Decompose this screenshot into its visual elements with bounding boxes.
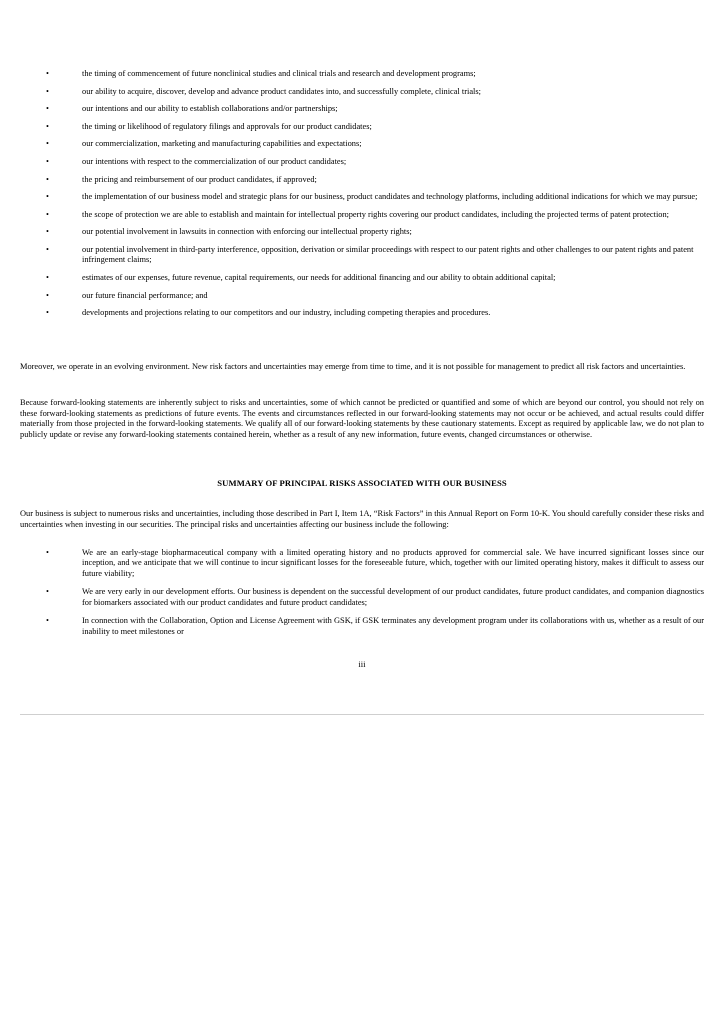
list-item <box>20 273 704 283</box>
list-item <box>20 308 704 318</box>
list-item <box>20 616 704 637</box>
list-item-text: the timing of commencement of future nonclinical studies and clinical trials and research and development programs; <box>82 69 476 78</box>
bullet-icon: • <box>46 290 49 300</box>
bullet-icon: • <box>46 548 49 557</box>
list-item-text: We are very early in our development efforts. Our business is dependent on the successful development of our product candidates, future product candidates, and companion diagnostics for biomarkers associated with our product candidates and future product candidates; <box>82 587 704 607</box>
list-item-text: our commercialization, marketing and manufacturing capabilities and expectations; <box>82 139 362 149</box>
list-item-text: our intentions with respect to the commercialization of our product candidates; <box>82 156 347 166</box>
bullet-icon: • <box>46 104 49 114</box>
moreover-paragraph: Moreover, we operate in an evolving environment. New risk factors and uncertainties may emerge from time to time, and it is not possible for management to predict all risk factors and uncertainties. <box>20 362 686 371</box>
bullet-icon: • <box>46 192 49 202</box>
page-number: iii <box>358 659 366 669</box>
list-item <box>20 69 704 79</box>
section-heading: SUMMARY OF PRINCIPAL RISKS ASSOCIATED WITH OUR BUSINESS <box>217 478 507 488</box>
bullet-icon: • <box>46 139 49 149</box>
list-item <box>20 157 704 167</box>
list-item-text: developments and projections relating to our competitors and our industry, including competing therapies and procedures. <box>82 308 491 318</box>
list-item-text: our potential involvement in third-party interference, opposition, derivation or similar proceedings with respect to our patent rights and other challenges to our patent rights and patent infringement claims; <box>82 244 694 265</box>
bullet-icon: • <box>46 587 49 597</box>
list-item <box>20 587 704 608</box>
list-item <box>20 548 704 579</box>
cautionary-paragraph: Because forward-looking statements are inherently subject to risks and uncertainties, some of which cannot be predicted or quantified and some of which are beyond our control, you should not rely on these forward-looking statements as predictions of future events. The events and circumstances reflected in our forward-looking statements may not occur or be achieved, and actual results could differ materially from those projected in the forward-looking statements. We qualify all of our forward-looking statements by these cautionary statements. Except as required by applicable law, we do not plan to publicly update or revise any forward-looking statements contained herein, whether as a result of any new information, future events, changed circumstances or otherwise. <box>20 398 704 439</box>
list-item-text: the scope of protection we are able to establish and maintain for intellectual property rights covering our product candidates, including the projected terms of patent protection; <box>82 209 669 219</box>
list-item <box>20 104 704 114</box>
list-item-text: estimates of our expenses, future revenue, capital requirements, our needs for additional financing and our ability to obtain additional capital; <box>82 272 556 282</box>
list-item <box>20 122 704 132</box>
list-item-text: the pricing and reimbursement of our product candidates, if approved; <box>82 174 317 184</box>
principal-risks-list <box>20 548 704 645</box>
list-item <box>20 139 704 149</box>
list-item <box>20 175 704 185</box>
bullet-icon: • <box>46 272 49 282</box>
list-item-text: the implementation of our business model and strategic plans for our business, product candidates and technology platforms, including additional indications for which we may pursue; <box>82 192 698 202</box>
bullet-icon: • <box>46 227 49 237</box>
bullet-icon: • <box>46 244 49 254</box>
bullet-icon: • <box>46 308 49 318</box>
risks-intro-paragraph: Our business is subject to numerous risks and uncertainties, including those described in Part I, Item 1A, “Risk Factors” in this Annual Report on Form 10-K. You should carefully consider these risks and uncertainties when investing in our securities. The principal risks and uncertainties affecting our business include the following: <box>20 509 704 529</box>
bullet-icon: • <box>46 209 49 219</box>
bullet-icon: • <box>46 121 49 131</box>
bullet-icon: • <box>46 69 49 78</box>
list-item <box>20 245 704 266</box>
list-item-text: the timing or likelihood of regulatory filings and approvals for our product candidates; <box>82 121 372 131</box>
bullet-icon: • <box>46 156 49 166</box>
bullet-icon: • <box>46 174 49 184</box>
bullet-icon: • <box>46 86 49 96</box>
page-divider <box>20 714 704 715</box>
list-item <box>20 87 704 97</box>
list-item-text: our future financial performance; and <box>82 290 208 300</box>
list-item-text: In connection with the Collaboration, Option and License Agreement with GSK, if GSK terminates any development program under its collaborations with us, whether as a result of our inability to meet milestones or <box>82 616 704 636</box>
list-item <box>20 210 704 220</box>
list-item-text: We are an early-stage biopharmaceutical company with a limited operating history and no products approved for commercial sale. We have incurred significant losses since our inception, and we anticipate that we will continue to incur significant losses for the foreseeable future, which, together with our limited operating history, makes it difficult to assess our future viability; <box>82 548 704 578</box>
list-item-text: our intentions and our ability to establish collaborations and/or partnerships; <box>82 104 338 114</box>
list-item-text: our ability to acquire, discover, develop and advance product candidates into, and successfully complete, clinical trials; <box>82 86 481 96</box>
list-item <box>20 192 704 202</box>
forward-looking-topics-list <box>20 69 704 326</box>
list-item <box>20 291 704 301</box>
list-item-text: our potential involvement in lawsuits in connection with enforcing our intellectual property rights; <box>82 227 412 237</box>
bullet-icon: • <box>46 616 49 626</box>
list-item <box>20 227 704 237</box>
